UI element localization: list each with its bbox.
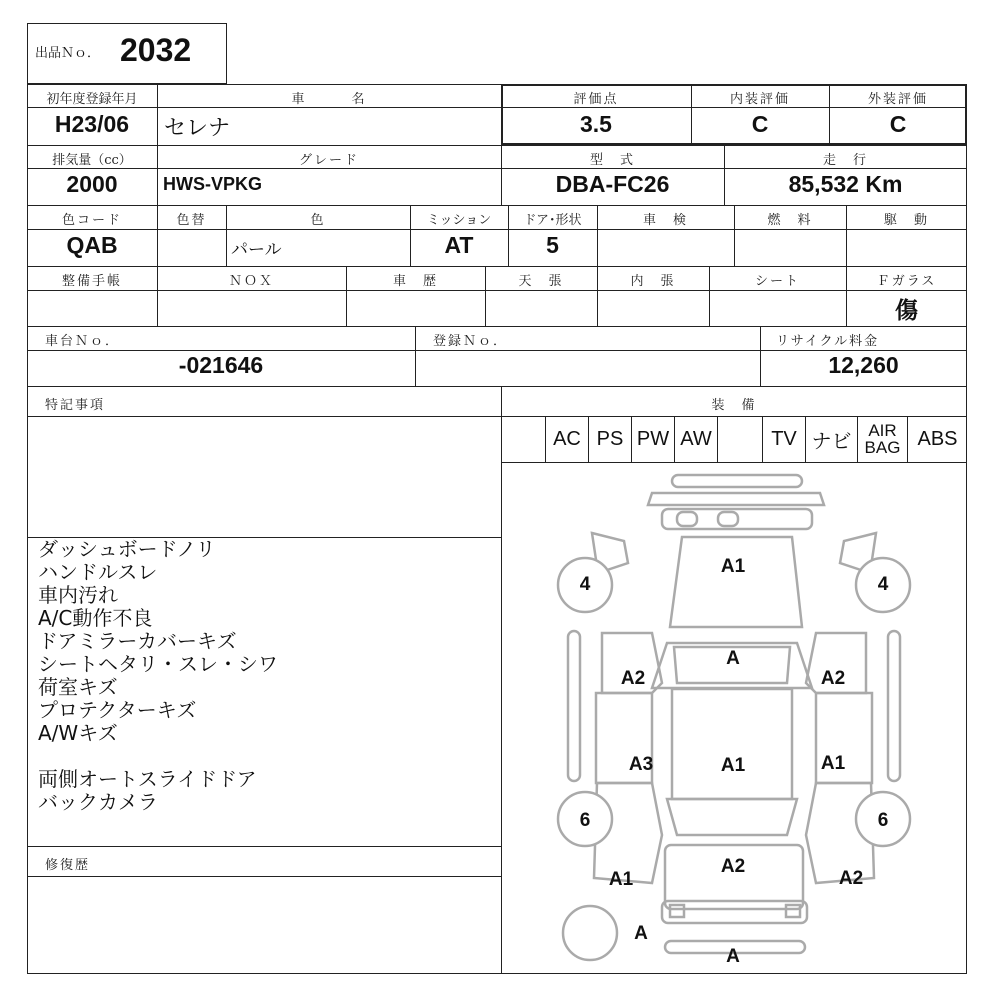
equipment-item: ABS	[907, 416, 967, 462]
rear-door-left-damage: A3	[628, 754, 654, 776]
header-drive: 駆 動	[883, 213, 929, 228]
quarter-right-damage: A2	[838, 868, 864, 890]
score-value: 3.5	[580, 111, 612, 137]
color-value: パール	[231, 240, 282, 260]
header-interior-trim: 内 張	[630, 274, 676, 289]
remark-line: A/Wキズ	[38, 721, 118, 745]
header-remarks: 特記事項	[45, 398, 106, 413]
equipment-item: PW	[631, 416, 674, 462]
recycle-value: 12,260	[828, 352, 899, 378]
header-maintenance: 整備手帳	[61, 274, 122, 289]
header-repaint: 色替	[176, 213, 207, 228]
header-repair: 修復歴	[45, 858, 91, 873]
remark-line: ドアミラーカバーキズ	[38, 629, 237, 653]
header-car-name: 車 名	[291, 92, 367, 107]
rear-glass-damage: A2	[720, 856, 746, 878]
header-interior: 内装評価	[729, 92, 790, 107]
header-displacement: 排気量（cc）	[52, 153, 132, 168]
tire-rear-right-score: 6	[877, 810, 889, 832]
remark-line: ダッシュボードノリ	[38, 537, 216, 561]
header-seat: シート	[754, 274, 800, 289]
remark-line: シートヘタリ・スレ・シワ	[38, 652, 278, 676]
rear-door-right-damage: A1	[820, 753, 846, 775]
header-inspection: 車 検	[642, 213, 688, 228]
equipment-item: ナビ	[805, 416, 857, 462]
header-registration: 登録Ｎｏ．	[433, 334, 509, 349]
header-roof: 天 張	[518, 274, 564, 289]
hood-damage: A1	[720, 556, 746, 578]
tire-front-left-score: 4	[579, 574, 591, 596]
equipment-item: AIR BAG	[857, 416, 907, 462]
quarter-left-damage: A1	[608, 869, 634, 891]
remark-line: 両側オートスライドドア	[38, 767, 257, 791]
roof-damage: A1	[720, 755, 746, 777]
header-color: 色	[310, 213, 326, 228]
header-color-code: 色コード	[61, 213, 122, 228]
color-code-value: QAB	[66, 232, 118, 258]
equipment-item: AW	[674, 416, 717, 462]
equipment-item: PS	[588, 416, 631, 462]
header-score: 評価点	[573, 92, 619, 107]
tire-front-right-score: 4	[877, 574, 889, 596]
header-first-reg: 初年度登録年月	[46, 92, 138, 107]
remark-line: 荷室キズ	[38, 675, 118, 699]
first-reg-value: H23/06	[54, 111, 130, 137]
remarks-list	[38, 538, 278, 814]
header-doors: ドア･形状	[523, 213, 582, 228]
front-door-right-damage: A2	[820, 668, 846, 690]
mileage-value: 85,532 Km	[788, 171, 903, 197]
remark-line: ハンドルスレ	[38, 560, 158, 584]
rear-panel-damage: A	[726, 946, 740, 968]
car-name-value: セレナ	[164, 116, 231, 141]
model-value: DBA-FC26	[555, 171, 670, 197]
doors-value: 5	[546, 232, 559, 258]
remark-line: 車内汚れ	[38, 583, 118, 607]
header-model: 型 式	[589, 153, 635, 168]
grade-value: HWS-VPKG	[163, 174, 262, 194]
remark-line: バックカメラ	[38, 790, 158, 814]
header-chassis: 車台Ｎｏ．	[45, 334, 121, 349]
header-exterior: 外装評価	[867, 92, 928, 107]
displacement-value: 2000	[66, 171, 118, 197]
remark-line: プロテクターキズ	[38, 698, 197, 722]
header-fglass: Ｆガラス	[876, 274, 937, 289]
listing-label: 出品Ｎｏ．	[35, 46, 101, 61]
remark-line	[38, 745, 278, 768]
equipment-item	[717, 416, 762, 462]
header-recycle: リサイクル料金	[776, 334, 880, 349]
header-equipment: 装 備	[711, 398, 757, 413]
interior-value: C	[751, 111, 769, 137]
rear-bumper-damage: A	[634, 923, 648, 945]
car-damage-diagram	[502, 463, 966, 973]
tire-rear-left-score: 6	[579, 810, 591, 832]
equipment-item: AC	[545, 416, 588, 462]
header-grade: グレード	[298, 153, 359, 168]
header-nox: ＮＯＸ	[228, 274, 274, 289]
header-history: 車 歴	[392, 274, 438, 289]
windshield-damage: A	[726, 648, 740, 670]
header-fuel: 燃 料	[767, 213, 813, 228]
header-transmission: ミッション	[426, 213, 492, 228]
fglass-value: 傷	[895, 298, 918, 324]
exterior-value: C	[889, 111, 907, 137]
front-door-left-damage: A2	[620, 668, 646, 690]
transmission-value: AT	[444, 232, 474, 258]
equipment-item: TV	[762, 416, 805, 462]
remark-line: A/C動作不良	[38, 606, 153, 630]
listing-number: 2032	[120, 32, 192, 68]
header-mileage: 走 行	[822, 153, 868, 168]
chassis-value: -021646	[178, 352, 264, 378]
